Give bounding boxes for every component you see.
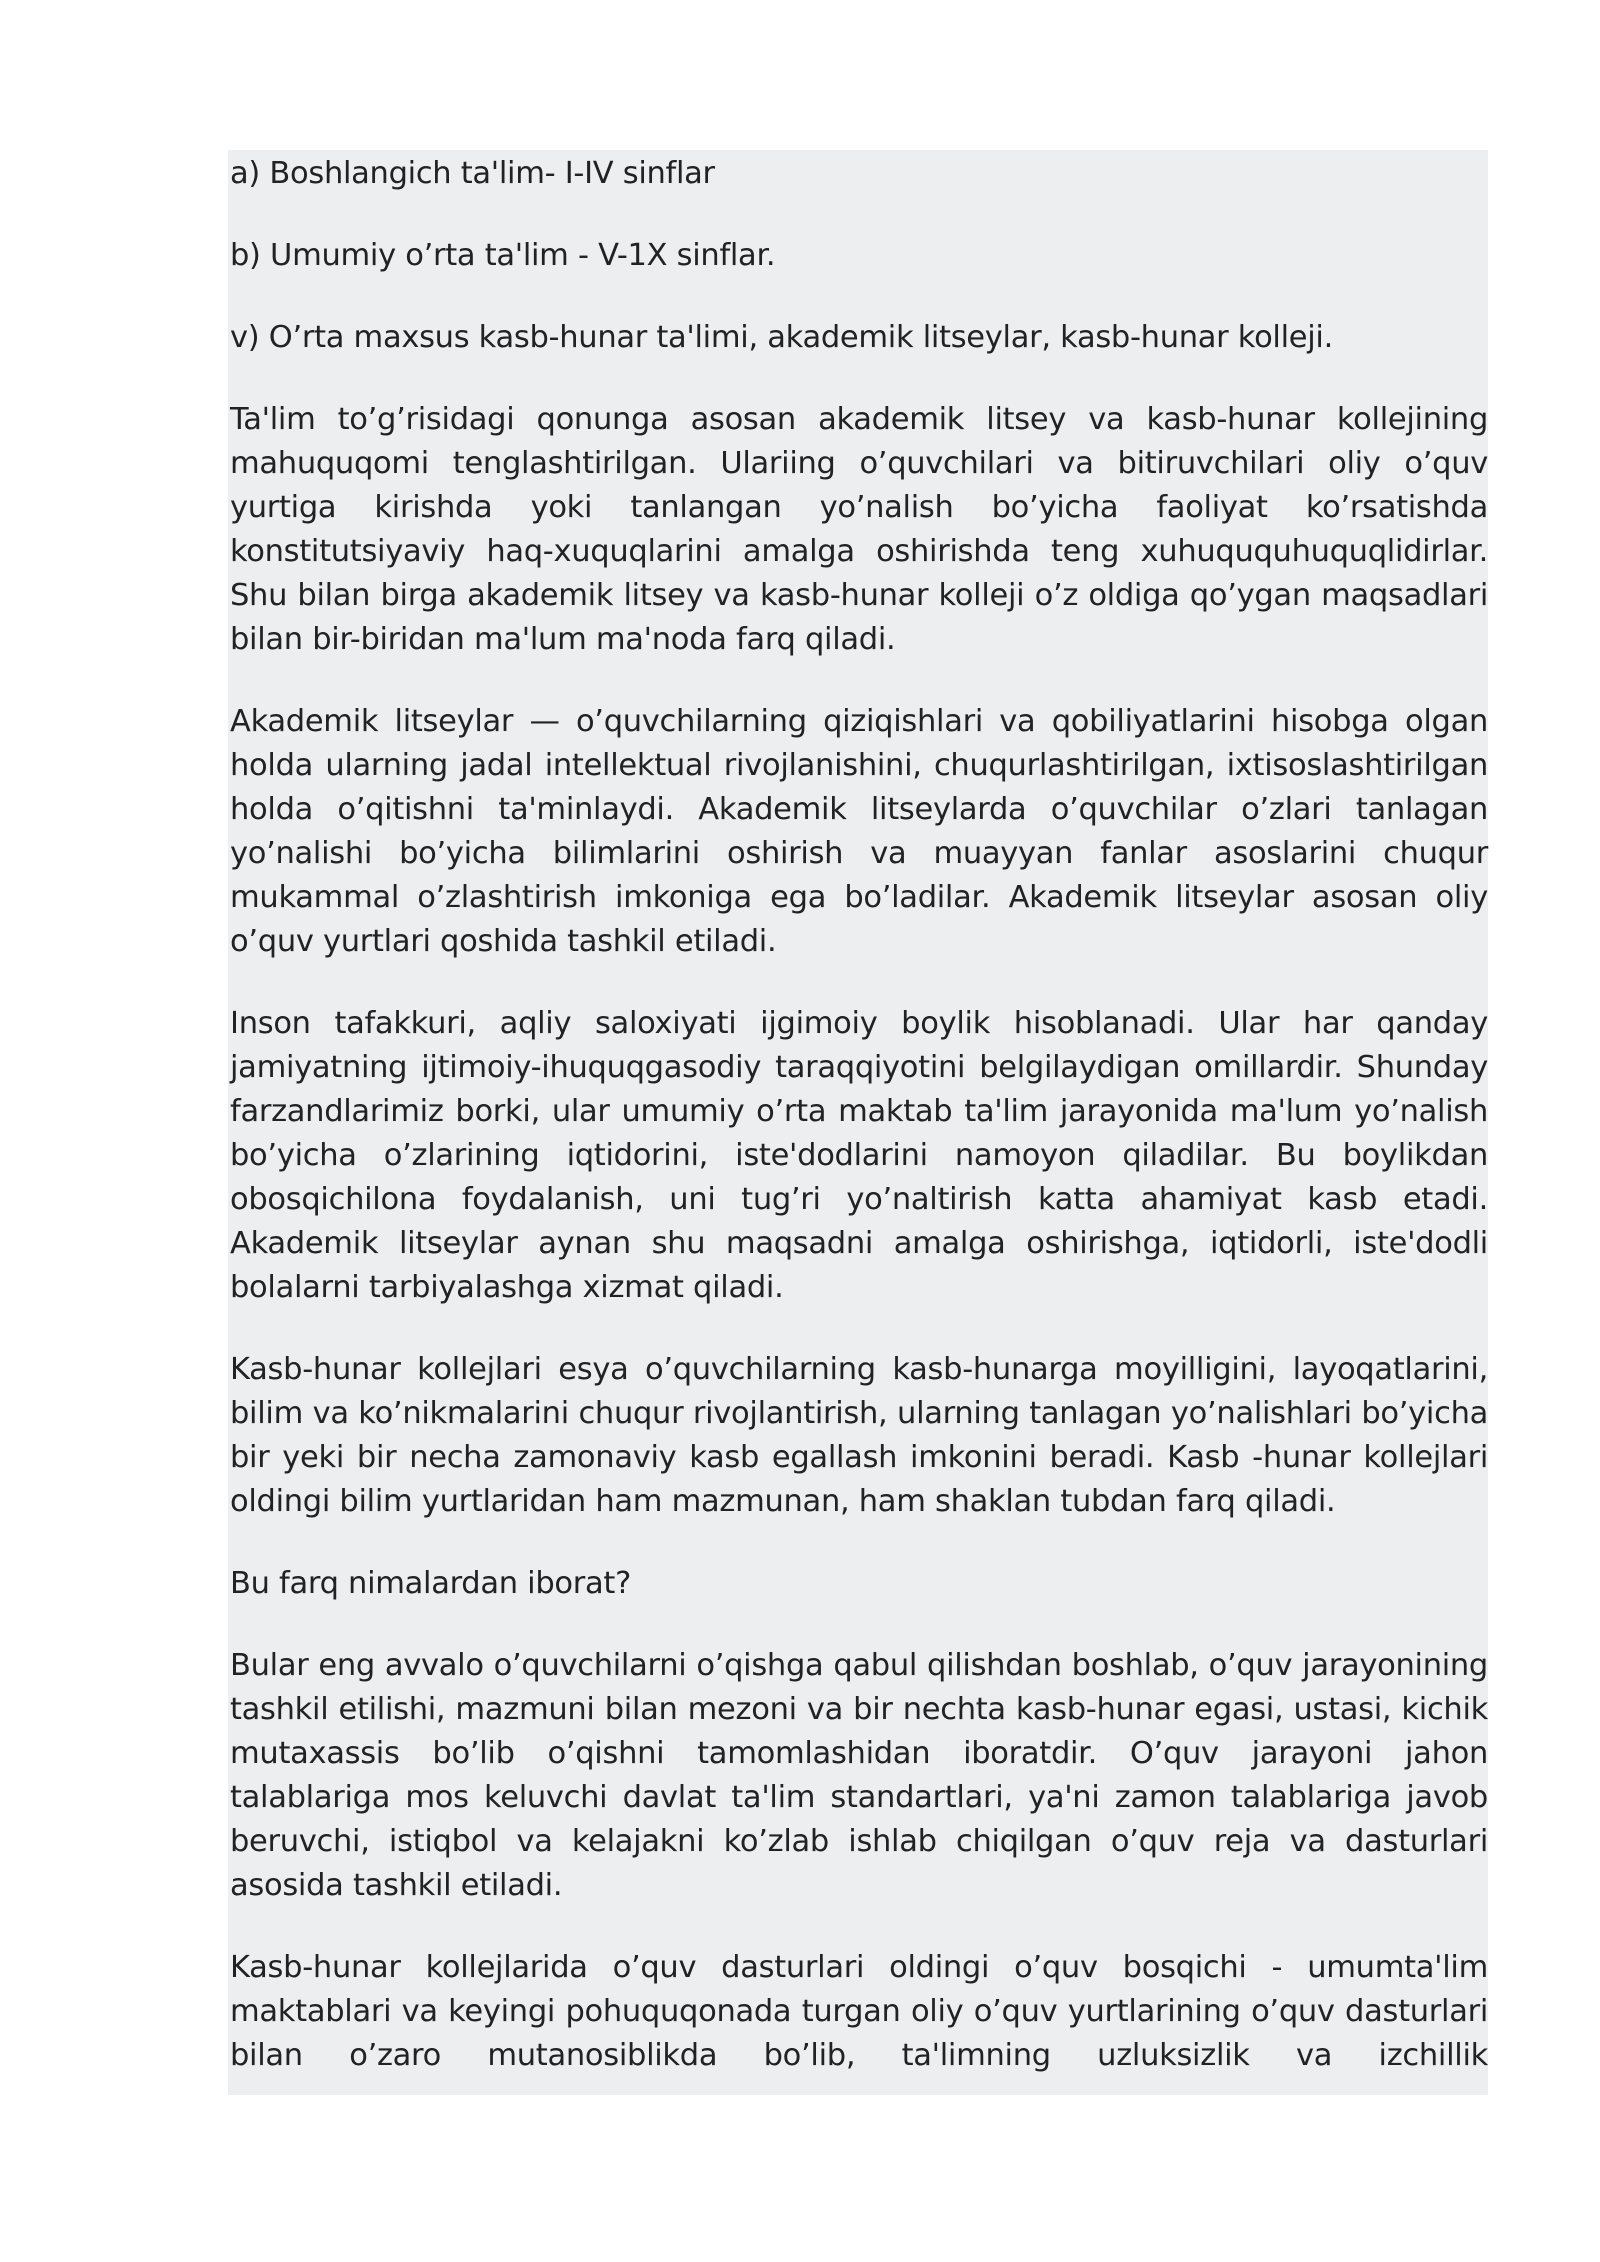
paragraph-law: Ta'lim to’g’risidagi qonunga asosan akademik litsey va kasb-hunar kollejining mahuquqomi tenglashtirilgan. Ulariing o’quvchilari va bitiruvchilari oliy o’quv yurtiga kirishda yoki tanlangan yo’nalish bo’yicha faoliyat ko’rsatishda konstitutsiyaviy haq-xuquqlarini amalga oshirishda teng xuhuququhuquqlidirlar. Shu bilan birga akademik litsey va kasb-hunar kolleji o’z oldiga qo’ygan maqsadlari bilan bir-biridan ma'lum ma'noda farq qiladi. [230,402,1488,657]
paragraph-question: Bu farq nimalardan iborat? [230,1566,631,1601]
paragraph-curricula: Kasb-hunar kollejlarida o’quv dasturlari oldingi o’quv bosqichi - umumta'lim maktablari va keyingi pohuquqonada turgan oliy o’quv yurtlarining o’quv dasturlari bilan o’zaro mutanosiblikda bo’lib, ta'limning uzluksizlik va izchillik [230,1950,1488,2073]
list-item-v: v) O’rta maxsus kasb-hunar ta'limi, akademik litseylar, kasb-hunar kolleji. [230,320,1333,355]
list-item-b: b) Umumiy o’rta ta'lim - V-1X sinflar. [230,238,776,273]
paragraph-academic-lyceums: Akademik litseylar — o’quvchilarning qiziqishlari va qobiliyatlarini hisobga olgan holda ularning jadal intellektual rivojlanishini, chuqurlashtirilgan, ixtisoslashtirilgan holda o’qitishni ta'minlaydi. Akademik litseylarda o’quvchilar o’zlari tanlagan yo’nalishi bo’yicha bilimlarini oshirish va muayyan fanlar asoslarini chuqur mukammal o’zlashtirish imkoniga ega bo’ladilar. Akademik litseylar asosan oliy o’quv yurtlari qoshida tashkil etiladi. [230,704,1488,959]
list-item-a: a) Boshlangich ta'lim- I-IV sinflar [230,156,715,191]
document-body [230,152,1488,2116]
paragraph-human-intellect: Inson tafakkuri, aqliy saloxiyati ijgimoiy boylik hisoblanadi. Ular har qanday jamiyatning ijtimoiy-ihuquqgasodiy taraqqiyotini belgilaydigan omillardir. Shunday farzandlarimiz borki, ular umumiy o’rta maktab ta'lim jarayonida ma'lum yo’nalish bo’yicha o’zlarining iqtidorini, iste'dodlarini namoyon qiladilar. Bu boylikdan obosqichilona foydalanish, uni tug’ri yo’naltirish katta ahamiyat kasb etadi. Akademik litseylar aynan shu maqsadni amalga oshirishga, iqtidorli, iste'dodli bolalarni tarbiyalashga xizmat qiladi. [230,1006,1488,1305]
paragraph-differences: Bular eng avvalo o’quvchilarni o’qishga qabul qilishdan boshlab, o’quv jarayonining tashkil etilishi, mazmuni bilan mezoni va bir nechta kasb-hunar egasi, ustasi, kichik mutaxassis bo’lib o’qishni tamomlashidan iboratdir. O’quv jarayoni jahon talablariga mos keluvchi davlat ta'lim standartlari, ya'ni zamon talablariga javob beruvchi, istiqbol va kelajakni ko’zlab ishlab chiqilgan o’quv reja va dasturlari asosida tashkil etiladi. [230,1648,1488,1903]
paragraph-vocational-colleges: Kasb-hunar kollejlari esya o’quvchilarning kasb-hunarga moyilligini, layoqatlarini, bilim va ko’nikmalarini chuqur rivojlantirish, ularning tanlagan yo’nalishlari bo’yicha bir yeki bir necha zamonaviy kasb egallash imkonini beradi. Kasb -hunar kollejlari oldingi bilim yurtlaridan ham mazmunan, ham shaklan tubdan farq qiladi. [230,1352,1488,1519]
